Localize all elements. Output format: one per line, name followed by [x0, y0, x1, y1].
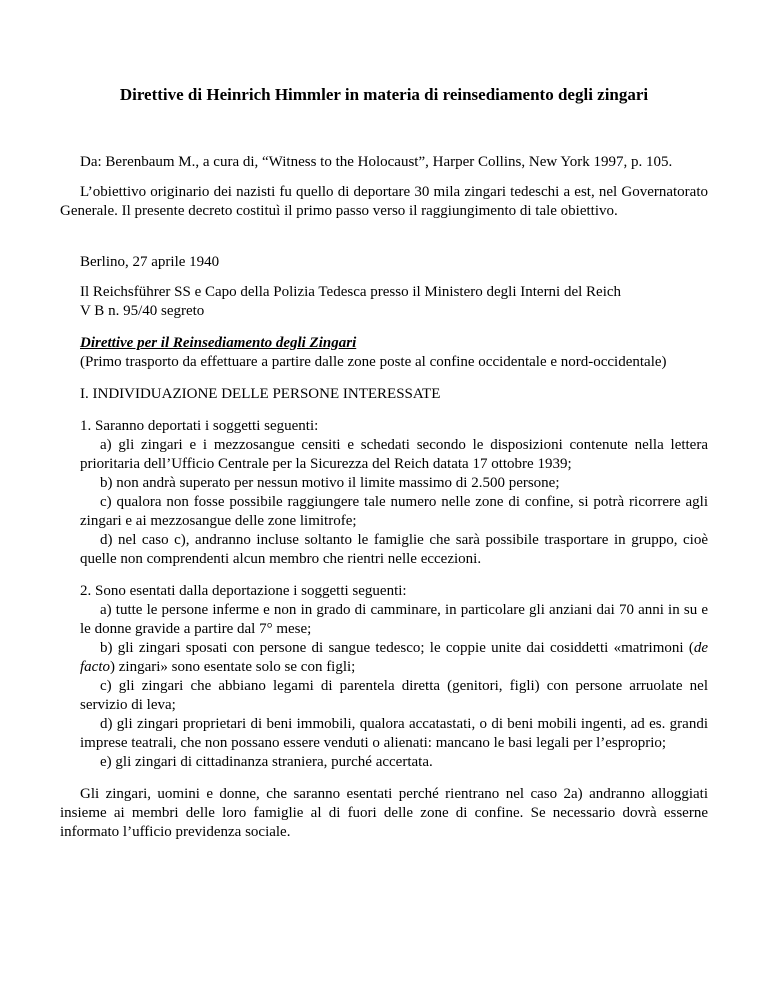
item1-c: c) qualora non fosse possibile raggiungere tale numero nelle zone di confine, si potrà ricorrere agli zingari e ai mezzosangue delle zone limitrofe; [80, 494, 708, 529]
place-date: Berlino, 27 aprile 1940 [80, 254, 220, 270]
item2-c: c) gli zingari che abbiano legami di parentela diretta (genitori, figli) con persone arruolate nel servizio di leva; [80, 678, 708, 713]
closing-paragraph: Gli zingari, uomini e donne, che saranno esentati perché rientrano nel caso 2a) andranno alloggiati insieme ai membri delle loro famiglie al di fuori delle zone di confine. Se necessario dovrà esserne informato l’ufficio previdenza sociale. [60, 786, 708, 840]
item2-e: e) gli zingari di cittadinanza straniera, purché accertata. [100, 754, 433, 770]
item1-b: b) non andrà superato per nessun motivo il limite massimo di 2.500 persone; [100, 475, 560, 491]
item2-lead: 2. Sono esentati dalla deportazione i soggetti seguenti: [80, 583, 407, 599]
item1-d: d) nel caso c), andranno incluse soltanto le famiglie che sarà possibile trasportare in gruppo, cioè quelle non comprendenti alcun membro che rientri nelle eccezioni. [80, 532, 708, 567]
document-title: Direttive di Heinrich Himmler in materia di reinsediamento degli zingari [119, 85, 649, 104]
item2-b-text-2: ) zingari» sono esentate solo se con figli; [110, 659, 356, 675]
item2-b [60, 639, 708, 677]
section-heading: I. INDIVIDUAZIONE DELLE PERSONE INTERESSATE [80, 386, 441, 402]
item2-b-italic: de facto [80, 640, 708, 675]
directive-title [60, 334, 708, 353]
directive-subtitle: (Primo trasporto da effettuare a partire dalle zone poste al confine occidentale e nord-occidentale) [80, 354, 667, 370]
issuer-line: Il Reichsführer SS e Capo della Polizia Tedesca presso il Ministero degli Interni del Reich [80, 284, 622, 300]
item1-lead: 1. Saranno deportati i soggetti seguenti: [80, 418, 319, 434]
item2-d: d) gli zingari proprietari di beni immobili, qualora accatastati, o di beni mobili ingenti, ad es. grandi imprese teatrali, che non possano essere venduti o alienati: mancano le basi legali per l’esproprio; [80, 716, 708, 751]
item1-a: a) gli zingari e i mezzosangue censiti e schedati secondo le disposizioni contenute nella lettera prioritaria dell’Ufficio Centrale per la Sicurezza del Reich datata 17 ottobre 1939; [80, 437, 708, 472]
directive-title-text: Direttive per il Reinsediamento degli Zingari [80, 335, 357, 351]
item2-b-text-1: b) gli zingari sposati con persone di sangue tedesco; le coppie unite dai cosiddetti «matrimoni ( [100, 640, 694, 656]
item2-a: a) tutte le persone inferme e non in grado di camminare, in particolare gli anziani dai 70 anni in su e le donne gravide a partire dal 7° mese; [80, 602, 708, 637]
intro-paragraph: L’obiettivo originario dei nazisti fu quello di deportare 30 mila zingari tedeschi a est, nel Governatorato Generale. Il presente decreto costituì il primo passo verso il raggiungimento di tale obiettivo. [60, 184, 708, 219]
reference-number: V B n. 95/40 segreto [80, 303, 205, 319]
source-citation: Da: Berenbaum M., a cura di, “Witness to the Holocaust”, Harper Collins, New York 1997, p. 105. [80, 154, 673, 170]
document-body [60, 153, 708, 842]
